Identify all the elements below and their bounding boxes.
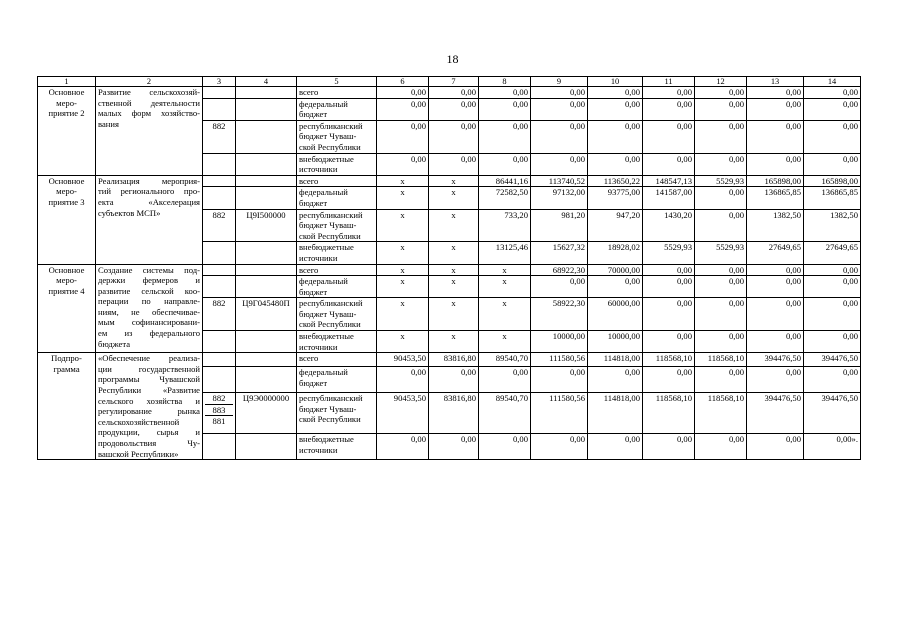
amount-cell: 70000,00 — [588, 264, 643, 276]
amount-cell: 0,00 — [377, 434, 429, 460]
funding-source-line: федеральный — [299, 366, 348, 377]
amount-cell: x — [377, 187, 429, 209]
admin-code-line: 883 — [205, 404, 233, 416]
budget-class-code — [236, 366, 297, 392]
measure-description — [96, 264, 203, 353]
amount-cell: 136865,85 — [804, 187, 861, 209]
funding-source — [297, 153, 377, 175]
amount-cell: 0,00 — [804, 153, 861, 175]
amount-cell: 0,00 — [747, 434, 804, 460]
amount-cell: 165898,00 — [747, 175, 804, 187]
column-number-3: 3 — [203, 77, 236, 87]
table-row — [38, 175, 861, 187]
amount-cell: x — [377, 175, 429, 187]
measure-name-line: Подпро- — [51, 353, 82, 364]
funding-source — [297, 120, 377, 153]
amount-cell: 0,00 — [695, 120, 747, 153]
amount-cell: 1382,50 — [804, 209, 861, 242]
funding-source — [297, 187, 377, 209]
measure-name-line: приятие 4 — [48, 285, 85, 296]
admin-code — [203, 175, 236, 187]
amount-cell: 0,00 — [588, 434, 643, 460]
amount-cell: 68922,30 — [531, 264, 588, 276]
table-row — [38, 264, 861, 276]
funding-source-line: бюджет — [299, 377, 328, 388]
amount-cell: 0,00 — [695, 331, 747, 353]
funding-source-line: всего — [299, 264, 319, 275]
funding-source — [297, 264, 377, 276]
amount-cell: x — [429, 175, 479, 187]
funding-source-line: источники — [299, 164, 338, 175]
budget-class-code — [236, 175, 297, 187]
measure-description-line: регулирование рынка — [98, 406, 200, 417]
funding-source-line: республиканский — [299, 298, 363, 309]
amount-cell: 1382,50 — [747, 209, 804, 242]
funding-source-line: бюджет — [299, 197, 328, 208]
amount-cell: 5529,93 — [643, 242, 695, 264]
measure-description-line: сельскохозяйственной — [98, 416, 180, 427]
admin-code: 882 — [203, 120, 236, 153]
funding-source-line: бюджет Чуваш- — [299, 308, 357, 319]
measure-name-line: грамма — [53, 363, 80, 374]
amount-cell: 0,00 — [479, 120, 531, 153]
amount-cell: 97132,00 — [531, 187, 588, 209]
funding-source-line: республиканский — [299, 120, 363, 131]
measure-name-line: Основное — [48, 264, 85, 275]
amount-cell: 136865,85 — [747, 187, 804, 209]
budget-class-code — [236, 153, 297, 175]
amount-cell: 111580,56 — [531, 393, 588, 434]
amount-cell: 0,00 — [747, 264, 804, 276]
amount-cell: 0,00 — [804, 120, 861, 153]
amount-cell: 86441,16 — [479, 175, 531, 187]
amount-cell: 0,00 — [531, 98, 588, 120]
column-number-1: 1 — [38, 77, 96, 87]
amount-cell: 0,00 — [695, 87, 747, 99]
amount-cell: 0,00 — [643, 264, 695, 276]
amount-cell: 0,00 — [747, 331, 804, 353]
amount-cell: 0,00 — [377, 153, 429, 175]
admin-code — [203, 393, 236, 434]
funding-source — [297, 209, 377, 242]
amount-cell: 0,00 — [643, 298, 695, 331]
funding-source — [297, 242, 377, 264]
amount-cell: 118568,10 — [643, 353, 695, 367]
column-number-9: 9 — [531, 77, 588, 87]
amount-cell: 5529,93 — [695, 242, 747, 264]
amount-cell: 0,00 — [747, 298, 804, 331]
admin-code — [203, 98, 236, 120]
budget-class-code: Ц9Э0000000 — [236, 393, 297, 434]
column-number-12: 12 — [695, 77, 747, 87]
amount-cell: 93775,00 — [588, 187, 643, 209]
amount-cell: 0,00 — [588, 98, 643, 120]
amount-cell: 15627,32 — [531, 242, 588, 264]
admin-code — [203, 242, 236, 264]
column-number-11: 11 — [643, 77, 695, 87]
amount-cell: 0,00 — [695, 298, 747, 331]
amount-cell: 0,00 — [747, 366, 804, 392]
amount-cell: 394476,50 — [804, 353, 861, 367]
amount-cell: 148547,13 — [643, 175, 695, 187]
amount-cell: 0,00 — [747, 98, 804, 120]
amount-cell: 0,00 — [429, 87, 479, 99]
funding-source-line: ской Республики — [299, 141, 361, 152]
amount-cell: 0,00 — [377, 98, 429, 120]
amount-cell: 90453,50 — [377, 353, 429, 367]
amount-cell: 394476,50 — [747, 393, 804, 434]
amount-cell: 0,00 — [429, 98, 479, 120]
amount-cell: 0,00 — [747, 87, 804, 99]
measure-description-line: Создание системы под- — [98, 264, 200, 275]
funding-source-line: бюджет — [299, 286, 328, 297]
amount-cell: 0,00 — [695, 264, 747, 276]
amount-cell: x — [377, 331, 429, 353]
admin-code — [203, 264, 236, 276]
amount-cell: x — [377, 209, 429, 242]
budget-class-code — [236, 98, 297, 120]
measure-description-line: мым софинансировани- — [98, 317, 200, 328]
measure-description-line: держки фермеров и — [98, 275, 200, 286]
funding-source-line: ской Республики — [299, 414, 361, 425]
page-number: 18 — [446, 52, 459, 66]
funding-source — [297, 353, 377, 367]
measure-name-line: приятие 3 — [48, 196, 85, 207]
admin-code — [203, 331, 236, 353]
amount-cell: 113650,22 — [588, 175, 643, 187]
measure-description-line: вания — [98, 118, 119, 129]
amount-cell: 0,00 — [531, 366, 588, 392]
column-number-2: 2 — [96, 77, 203, 87]
amount-cell: 141587,00 — [643, 187, 695, 209]
amount-cell: 0,00 — [804, 298, 861, 331]
amount-cell: x — [479, 276, 531, 298]
measure-description-line: тий регионального про- — [98, 186, 200, 197]
admin-code: 882 — [203, 209, 236, 242]
measure-description — [96, 87, 203, 176]
amount-cell: 0,00 — [479, 87, 531, 99]
measure-name-line: приятие 2 — [48, 108, 85, 119]
amount-cell: x — [429, 209, 479, 242]
amount-cell: 0,00 — [695, 153, 747, 175]
amount-cell: 0,00 — [479, 366, 531, 392]
funding-source-line: федеральный — [299, 276, 348, 287]
amount-cell: 10000,00 — [531, 331, 588, 353]
measure-description-line: «Обеспечение реализа- — [98, 353, 200, 364]
amount-cell: x — [429, 187, 479, 209]
amount-cell: x — [429, 264, 479, 276]
funding-source-line: всего — [299, 175, 319, 186]
measure-description-line: развитие сельской коо- — [98, 285, 200, 296]
amount-cell: x — [377, 242, 429, 264]
amount-cell: 114818,00 — [588, 353, 643, 367]
amount-cell: 0,00 — [695, 276, 747, 298]
funding-source-line: всего — [299, 87, 319, 97]
amount-cell: 0,00 — [479, 153, 531, 175]
amount-cell: 0,00 — [695, 366, 747, 392]
funding-source-line: республиканский — [299, 209, 363, 220]
measure-description — [96, 353, 203, 460]
table-row — [38, 353, 861, 367]
column-number-14: 14 — [804, 77, 861, 87]
table-row — [38, 87, 861, 99]
funding-source-line: республиканский — [299, 393, 363, 404]
amount-cell: 27649,65 — [804, 242, 861, 264]
funding-source-line: бюджет Чуваш- — [299, 403, 357, 414]
budget-class-code — [236, 353, 297, 367]
amount-cell: 0,00 — [588, 366, 643, 392]
amount-cell: x — [429, 276, 479, 298]
amount-cell: 0,00 — [804, 276, 861, 298]
measure-description-line: Республики «Развитие — [98, 385, 200, 396]
amount-cell: 0,00 — [695, 187, 747, 209]
amount-cell: 394476,50 — [747, 353, 804, 367]
amount-cell: 1430,20 — [643, 209, 695, 242]
amount-cell: 90453,50 — [377, 393, 429, 434]
amount-cell: 0,00 — [479, 434, 531, 460]
amount-cell: 5529,93 — [695, 175, 747, 187]
amount-cell: 0,00 — [377, 120, 429, 153]
measure-description-line: продовольствия Чу- — [98, 438, 200, 448]
amount-cell: 0,00 — [588, 120, 643, 153]
measure-description-line: ниям, не обеспечивае- — [98, 306, 200, 317]
amount-cell: 0,00 — [479, 98, 531, 120]
amount-cell: 0,00 — [643, 120, 695, 153]
admin-code — [203, 276, 236, 298]
amount-cell: x — [479, 331, 531, 353]
measure-description-line: субъектов МСП» — [98, 207, 161, 218]
column-number-10: 10 — [588, 77, 643, 87]
amount-cell: 0,00 — [531, 120, 588, 153]
measure-description-line: вашской Республики» — [98, 448, 179, 459]
amount-cell: 13125,46 — [479, 242, 531, 264]
amount-cell: 0,00 — [531, 276, 588, 298]
column-number-8: 8 — [479, 77, 531, 87]
amount-cell: 165898,00 — [804, 175, 861, 187]
amount-cell: 0,00 — [643, 98, 695, 120]
amount-cell: 118568,10 — [695, 393, 747, 434]
funding-source — [297, 175, 377, 187]
amount-cell: 0,00 — [804, 87, 861, 99]
column-number-4: 4 — [236, 77, 297, 87]
column-number-7: 7 — [429, 77, 479, 87]
amount-cell: 0,00 — [588, 276, 643, 298]
amount-cell: 0,00 — [377, 87, 429, 99]
funding-source — [297, 298, 377, 331]
measure-name-line: меро- — [56, 275, 77, 286]
funding-source — [297, 98, 377, 120]
measure-description-line: ем из федерального — [98, 328, 200, 339]
funding-source-line: бюджет Чуваш- — [299, 220, 357, 231]
funding-source-line: источники — [299, 341, 338, 352]
funding-source-line: бюджет — [299, 109, 328, 120]
amount-cell: x — [479, 298, 531, 331]
amount-cell: 114818,00 — [588, 393, 643, 434]
amount-cell: 83816,80 — [429, 393, 479, 434]
admin-code — [203, 353, 236, 367]
admin-code — [203, 434, 236, 460]
admin-code — [203, 187, 236, 209]
amount-cell: x — [429, 298, 479, 331]
admin-code-line: 882 — [212, 393, 226, 404]
funding-source — [297, 434, 377, 460]
amount-cell: 0,00 — [643, 366, 695, 392]
measure-description-line: перации по направле- — [98, 296, 200, 307]
measure-description-line: бюджета — [98, 338, 131, 349]
budget-class-code: Ц9Г045480П — [236, 298, 297, 331]
amount-cell: 0,00 — [804, 331, 861, 353]
amount-cell: 111580,56 — [531, 353, 588, 367]
funding-source-line: бюджет Чуваш- — [299, 131, 357, 142]
measure-name — [38, 175, 96, 264]
amount-cell: x — [377, 298, 429, 331]
amount-cell: 0,00 — [747, 120, 804, 153]
amount-cell: x — [429, 331, 479, 353]
funding-source — [297, 393, 377, 434]
amount-cell: 0,00 — [377, 366, 429, 392]
measure-description-line: продукции, сырья и — [98, 427, 200, 438]
measure-description-line: Развитие сельскохозяй- — [98, 87, 200, 97]
amount-cell: x — [377, 264, 429, 276]
funding-source — [297, 331, 377, 353]
funding-source-line: внебюджетные — [299, 242, 354, 253]
funding-source-line: всего — [299, 353, 319, 364]
amount-cell: 0,00 — [429, 366, 479, 392]
funding-source-line: источники — [299, 444, 338, 455]
amount-cell: 0,00 — [531, 153, 588, 175]
funding-source — [297, 366, 377, 392]
amount-cell: 118568,10 — [695, 353, 747, 367]
measure-name-line: меро- — [56, 97, 77, 108]
amount-cell: 0,00 — [747, 153, 804, 175]
column-number-13: 13 — [747, 77, 804, 87]
admin-code — [203, 153, 236, 175]
amount-cell: 0,00 — [643, 331, 695, 353]
budget-class-code — [236, 120, 297, 153]
funding-source-line: ской Республики — [299, 230, 361, 241]
measure-name — [38, 353, 96, 460]
measure-name-line: Основное — [48, 87, 85, 97]
funding-source-line: федеральный — [299, 98, 348, 109]
amount-cell: 0,00 — [531, 434, 588, 460]
amount-cell: 0,00 — [804, 366, 861, 392]
budget-class-code — [236, 331, 297, 353]
amount-cell: 0,00 — [695, 434, 747, 460]
admin-code-line: 881 — [205, 415, 233, 427]
amount-cell: 0,00 — [747, 276, 804, 298]
measure-description — [96, 175, 203, 264]
measure-description-line: ции государственной — [98, 363, 200, 374]
amount-cell: 18928,02 — [588, 242, 643, 264]
budget-class-code — [236, 242, 297, 264]
amount-cell: 0,00 — [531, 87, 588, 99]
funding-source — [297, 276, 377, 298]
amount-cell: x — [377, 276, 429, 298]
amount-cell: 72582,50 — [479, 187, 531, 209]
amount-cell: 0,00 — [643, 153, 695, 175]
measure-description-line: сельского хозяйства и — [98, 395, 200, 406]
funding-source-line: внебюджетные — [299, 331, 354, 342]
amount-cell: 89540,70 — [479, 393, 531, 434]
amount-cell: 0,00 — [804, 264, 861, 276]
column-number-6: 6 — [377, 77, 429, 87]
amount-cell: 27649,65 — [747, 242, 804, 264]
amount-cell: 83816,80 — [429, 353, 479, 367]
amount-cell: 0,00 — [695, 209, 747, 242]
funding-source-line: внебюджетные — [299, 153, 354, 164]
amount-cell: 0,00 — [429, 153, 479, 175]
amount-cell: 118568,10 — [643, 393, 695, 434]
admin-code — [203, 366, 236, 392]
amount-cell: 0,00 — [695, 98, 747, 120]
budget-class-code — [236, 264, 297, 276]
amount-cell: 733,20 — [479, 209, 531, 242]
measure-name — [38, 87, 96, 176]
amount-cell: 0,00». — [804, 434, 861, 460]
admin-code: 882 — [203, 298, 236, 331]
measure-name — [38, 264, 96, 353]
column-number-5: 5 — [297, 77, 377, 87]
amount-cell: 947,20 — [588, 209, 643, 242]
amount-cell: 58922,30 — [531, 298, 588, 331]
amount-cell: 0,00 — [804, 98, 861, 120]
budget-class-code — [236, 87, 297, 99]
measure-name-line: Основное — [48, 175, 85, 186]
amount-cell: 60000,00 — [588, 298, 643, 331]
measure-name-line: меро- — [56, 186, 77, 197]
funding-source-line: внебюджетные — [299, 434, 354, 445]
funding-source-line: федеральный — [299, 187, 348, 198]
measure-description-line: малых форм хозяйство- — [98, 108, 200, 119]
amount-cell: 0,00 — [429, 434, 479, 460]
budget-class-code — [236, 187, 297, 209]
measure-description-line: ственной деятельности — [98, 97, 200, 108]
measure-description-line: екта «Акселерация — [98, 196, 200, 207]
amount-cell: 10000,00 — [588, 331, 643, 353]
amount-cell: 0,00 — [643, 276, 695, 298]
amount-cell: 394476,50 — [804, 393, 861, 434]
amount-cell: 0,00 — [643, 87, 695, 99]
budget-table — [37, 76, 861, 460]
amount-cell: 0,00 — [643, 434, 695, 460]
budget-class-code — [236, 434, 297, 460]
header-row — [38, 77, 861, 87]
amount-cell: 113740,52 — [531, 175, 588, 187]
amount-cell: x — [479, 264, 531, 276]
admin-code — [203, 87, 236, 99]
funding-source-line: ской Республики — [299, 319, 361, 330]
amount-cell: 0,00 — [588, 153, 643, 175]
amount-cell: 0,00 — [588, 87, 643, 99]
budget-class-code — [236, 276, 297, 298]
measure-description-line: Реализация мероприя- — [98, 175, 200, 186]
budget-class-code: Ц9I500000 — [236, 209, 297, 242]
amount-cell: 981,20 — [531, 209, 588, 242]
funding-source — [297, 87, 377, 99]
amount-cell: 89540,70 — [479, 353, 531, 367]
funding-source-line: источники — [299, 252, 338, 263]
amount-cell: x — [429, 242, 479, 264]
amount-cell: 0,00 — [429, 120, 479, 153]
measure-description-line: программы Чувашской — [98, 374, 200, 385]
